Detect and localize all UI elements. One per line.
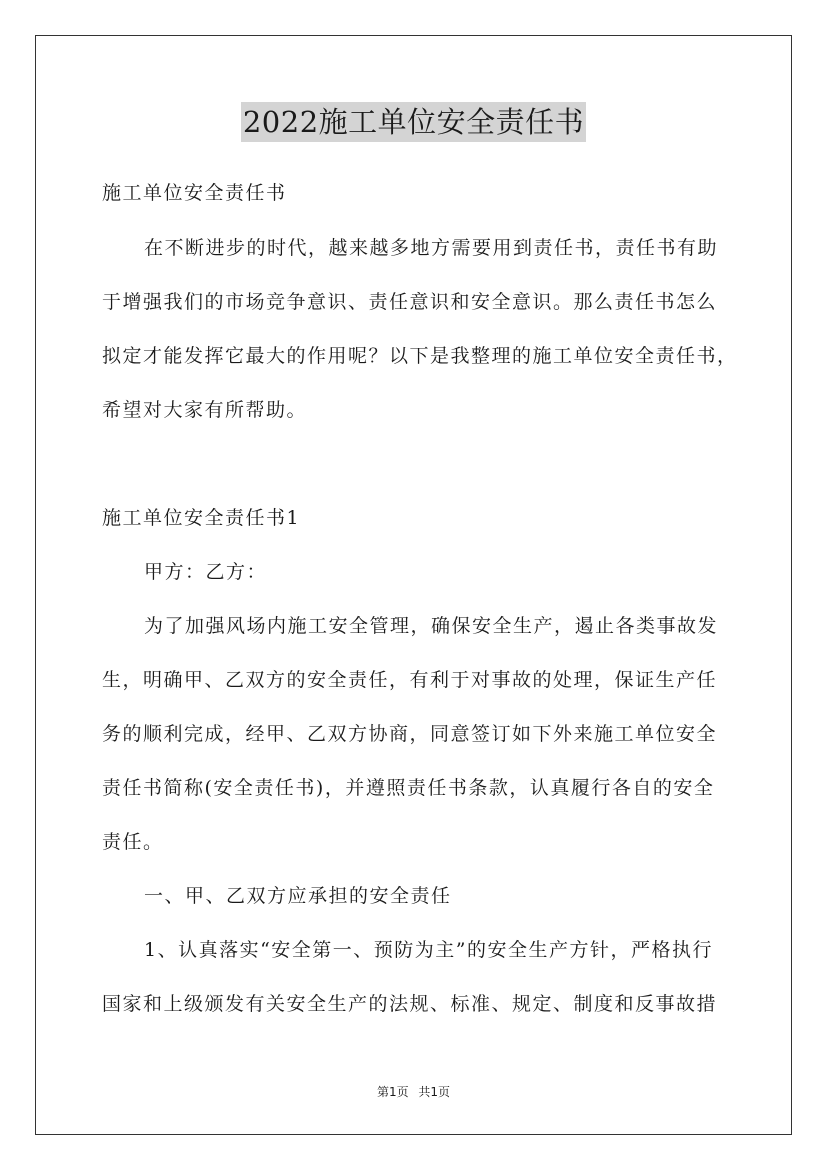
page-number: 第1页 — [376, 1085, 409, 1099]
paragraph-line: 国家和上级颁发有关安全生产的法规、标准、规定、制度和反事故措 — [102, 993, 718, 1015]
page-footer — [0, 1084, 827, 1100]
paragraph-line: 甲方：乙方： — [144, 561, 268, 583]
paragraph-line: 于增强我们的市场竞争意识、责任意识和安全意识。那么责任书怎么 — [102, 291, 718, 313]
page-total: 共1页 — [418, 1085, 451, 1099]
paragraph-line: 拟定才能发挥它最大的作用呢？以下是我整理的施工单位安全责任书， — [102, 345, 738, 367]
paragraph-line: 务的顺利完成，经甲、乙双方协商，同意签订如下外来施工单位安全 — [102, 723, 718, 745]
paragraph-line: 希望对大家有所帮助。 — [102, 399, 308, 421]
subsection-heading: 一、甲、乙双方应承担的安全责任 — [144, 885, 452, 907]
paragraph-line: 责任书简称(安全责任书)，并遵照责任书条款，认真履行各自的安全 — [102, 777, 715, 799]
title-container — [0, 102, 827, 142]
section-heading: 施工单位安全责任书 — [102, 182, 287, 204]
document-title: 2022施工单位安全责任书 — [241, 102, 586, 142]
paragraph-line: 为了加强风场内施工安全管理，确保安全生产，遏止各类事故发 — [144, 615, 719, 637]
paragraph-line: 生，明确甲、乙双方的安全责任，有利于对事故的处理，保证生产任 — [102, 669, 718, 691]
paragraph-line: 1、认真落实“安全第一、预防为主”的安全生产方针，严格执行 — [144, 939, 714, 961]
paragraph-line: 在不断进步的时代，越来越多地方需要用到责任书，责任书有助 — [144, 237, 719, 259]
paragraph-line: 责任。 — [102, 831, 164, 853]
section-heading: 施工单位安全责任书1 — [102, 507, 301, 529]
